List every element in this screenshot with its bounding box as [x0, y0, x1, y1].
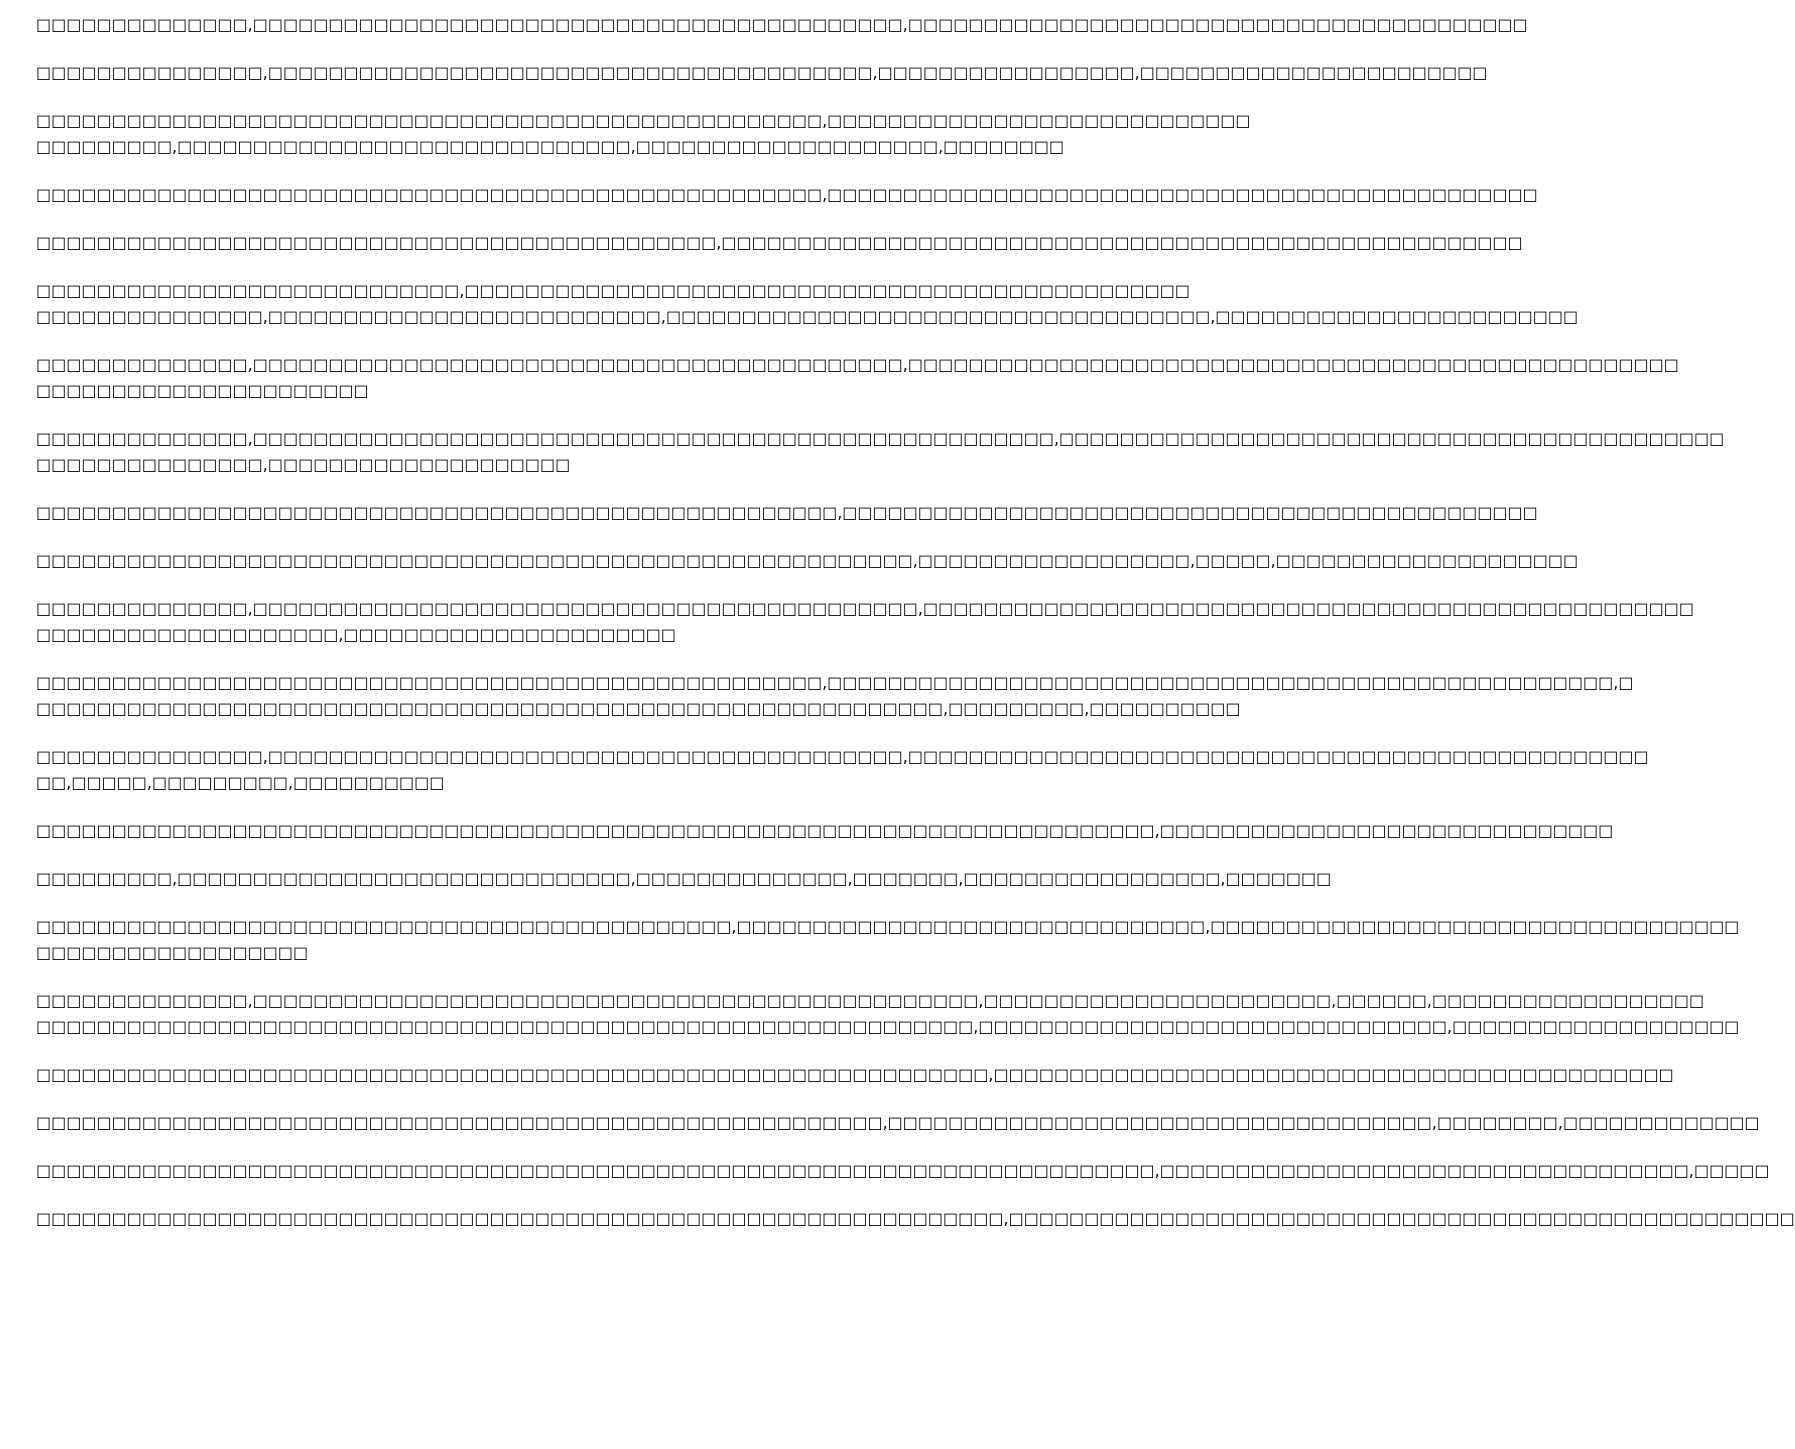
paragraph — [36, 1110, 1760, 1136]
paragraph — [36, 670, 1634, 722]
paragraph — [36, 60, 1488, 86]
text-line: □□□□□□□□□□□□□□□□□□□□□□□□□□□□□□□□□□□□□□□□□□□□□□□□□□□□□□□□□□□□□□□□□□□□□□□□□□,□□□□□□□□□□□□□□□□□□□□□□□□□□□□□□□□□□□,□□□□□ — [36, 1161, 1770, 1180]
text-line: □□□□□□□□□,□□□□□□□□□□□□□□□□□□□□□□□□□□□□□□,□□□□□□□□□□□□□□□□□□□□,□□□□□□□□ — [36, 137, 1065, 156]
text-line: □□□□□□□□□□□□□□,□□□□□□□□□□□□□□□□□□□□□□□□□□□□□□□□□□□□□□□□□□□□□□□□,□□□□□□□□□□□□□□□□□□□□□□□,□□□□□□,□□□□□□□□□□□□□□□□□□ — [36, 991, 1705, 1010]
text-line: □□□□□□□□□□□□□□□,□□□□□□□□□□□□□□□□□□□□□□□□□□,□□□□□□□□□□□□□□□□□□□□□□□□□□□□□□□□□□□□,□□□□□□□□□□□□□□□□□□□□□□□□ — [36, 307, 1579, 326]
paragraph — [36, 182, 1538, 208]
paragraph — [36, 426, 1725, 478]
text-line: □□□□□□□□□□□□□□□□□□□□□□□□□□□□□□□□□□□□□□□□□□□□□□□□□□□□□□□□□□□□□□,□□□□□□□□□□□□□□□□□□□□□□□□□□□□□□□,□□□□□□□□□□□□□□□□□□□ — [36, 1017, 1740, 1036]
text-line: □□□□□□□□□□□□□□□□□□□□□□ — [36, 381, 369, 400]
text-line: □□□□□□□□□□□□□□,□□□□□□□□□□□□□□□□□□□□□□□□□□□□□□□□□□□□□□□□□□□□□□□□□□□□□,□□□□□□□□□□□□□□□□□□□□□□□□□□□□□□□□□□□□□□□□□□□□ — [36, 429, 1725, 448]
document-body — [36, 12, 1795, 1254]
text-line: □□□□□□□□□□□□□□□□□□□□□□□□□□□□□□□□□□□□□□□□□□□□□□□□□□□□,□□□□□□□□□□□□□□□□□□□□□□□□□□□□ — [36, 111, 1251, 130]
text-line: □□□□□□□□□□□□□□□□□□□□□□□□□□□□□□□□□□□□□□□□□□□□□□□□□□□□□,□□□□□□□□□□□□□□□□□□□□□□□□□□□□□□□□□□□□□□□□□□□□□□ — [36, 503, 1538, 522]
paragraph — [36, 914, 1740, 966]
text-line: □□□□□□□□□□□□□□□□□□□□□□□□□□□□□□□□□□□□□□□□□□□□□,□□□□□□□□□□□□□□□□□□□□□□□□□□□□□□□□□□□□□□□□□□□□□□□□□□□□□ — [36, 233, 1523, 252]
text-line: □□□□□□□□□□□□□□□,□□□□□□□□□□□□□□□□□□□□ — [36, 455, 571, 474]
paragraph — [36, 278, 1579, 330]
text-line: □□,□□□□□,□□□□□□□□□,□□□□□□□□□□ — [36, 773, 445, 792]
text-line: □□□□□□□□□□□□□□□□□□□□□□□□□□□□□□□□□□□□□□□□□□□□□□□□□□□□□□□□□□□□□□□□,□□□□□□□□□□□□□□□□□□□□□□□□□□□□□□□□□□□□□□□□□□□□□□□□□□□□ — [36, 1209, 1795, 1228]
paragraph — [36, 1206, 1795, 1232]
text-line: □□□□□□□□□□□□□□□□□□□□□□□□□□□□□□□□□□□□□□□□□□□□□□□□□□□□□□□□□□□□,□□□□□□□□□,□□□□□□□□□□ — [36, 699, 1241, 718]
paragraph — [36, 1062, 1674, 1088]
paragraph — [36, 548, 1579, 574]
paragraph — [36, 988, 1740, 1040]
paragraph — [36, 1158, 1770, 1184]
text-line: □□□□□□□□□□□□□□□□□□□□□□□□□□□□□□□□□□□□□□□□□□□□□□□□□□□□□□□□□□□□□□□,□□□□□□□□□□□□□□□□□□□□□□□□□□□□□□□□□□□□□□□□□□□□□ — [36, 1065, 1674, 1084]
text-line: □□□□□□□□□□□□□□□,□□□□□□□□□□□□□□□□□□□□□□□□□□□□□□□□□□□□□□□□,□□□□□□□□□□□□□□□□□,□□□□□□□□□□□□□□□□□□□□□□□ — [36, 63, 1488, 82]
paragraph — [36, 230, 1523, 256]
text-line: □□□□□□□□□□□□□□□□□□□□□□□□□□□□□□□□□□□□□□□□□□□□□□,□□□□□□□□□□□□□□□□□□□□□□□□□□□□□□□,□□□□□□□□□□□□□□□□□□□□□□□□□□□□□□□□□□□ — [36, 917, 1740, 936]
paragraph — [36, 12, 1528, 38]
paragraph — [36, 596, 1694, 648]
text-line: □□□□□□□□□,□□□□□□□□□□□□□□□□□□□□□□□□□□□□□□,□□□□□□□□□□□□□□,□□□□□□□,□□□□□□□□□□□□□□□□□,□□□□□□□ — [36, 869, 1332, 888]
text-line: □□□□□□□□□□□□□□□□□□□□□□□□□□□□□□□□□□□□□□□□□□□□□□□□□□□□□□□□,□□□□□□□□□□□□□□□□□□□□□□□□□□□□□□□□□□□□,□□□□□□□□,□□□□□□□□□□□□□ — [36, 1113, 1760, 1132]
text-line: □□□□□□□□□□□□□□,□□□□□□□□□□□□□□□□□□□□□□□□□□□□□□□□□□□□□□□□□□□,□□□□□□□□□□□□□□□□□□□□□□□□□□□□□□□□□□□□□□□□□ — [36, 15, 1528, 34]
paragraph — [36, 500, 1538, 526]
text-line: □□□□□□□□□□□□□□□□□□ — [36, 943, 309, 962]
paragraph — [36, 818, 1614, 844]
text-line: □□□□□□□□□□□□□□□,□□□□□□□□□□□□□□□□□□□□□□□□□□□□□□□□□□□□□□□□□□,□□□□□□□□□□□□□□□□□□□□□□□□□□□□□□□□□□□□□□□□□□□□□□□□□ — [36, 747, 1649, 766]
text-line: □□□□□□□□□□□□□□□□□□□□□□□□□□□□□□□□□□□□□□□□□□□□□□□□□□□□,□□□□□□□□□□□□□□□□□□□□□□□□□□□□□□□□□□□□□□□□□□□□□□□ — [36, 185, 1538, 204]
text-line: □□□□□□□□□□□□□□□□□□□□□□□□□□□□,□□□□□□□□□□□□□□□□□□□□□□□□□□□□□□□□□□□□□□□□□□□□□□□□ — [36, 281, 1190, 300]
text-line: □□□□□□□□□□□□□□□□□□□□,□□□□□□□□□□□□□□□□□□□□□□ — [36, 625, 677, 644]
text-line: □□□□□□□□□□□□□□□□□□□□□□□□□□□□□□□□□□□□□□□□□□□□□□□□□□□□,□□□□□□□□□□□□□□□□□□□□□□□□□□□□□□□□□□□□□□□□□□□□□□□□□□□□,□ — [36, 673, 1634, 692]
paragraph — [36, 108, 1251, 160]
text-line: □□□□□□□□□□□□□□,□□□□□□□□□□□□□□□□□□□□□□□□□□□□□□□□□□□□□□□□□□□,□□□□□□□□□□□□□□□□□□□□□□□□□□□□□□□□□□□□□□□□□□□□□□□□□□□ — [36, 355, 1679, 374]
paragraph — [36, 744, 1649, 796]
paragraph — [36, 352, 1679, 404]
text-line: □□□□□□□□□□□□□□□□□□□□□□□□□□□□□□□□□□□□□□□□□□□□□□□□□□□□□□□□□□,□□□□□□□□□□□□□□□□□□,□□□□□,□□□□□□□□□□□□□□□□□□□□ — [36, 551, 1579, 570]
text-line: □□□□□□□□□□□□□□□□□□□□□□□□□□□□□□□□□□□□□□□□□□□□□□□□□□□□□□□□□□□□□□□□□□□□□□□□□□,□□□□□□□□□□□□□□□□□□□□□□□□□□□□□□ — [36, 821, 1614, 840]
text-line: □□□□□□□□□□□□□□,□□□□□□□□□□□□□□□□□□□□□□□□□□□□□□□□□□□□□□□□□□□□,□□□□□□□□□□□□□□□□□□□□□□□□□□□□□□□□□□□□□□□□□□□□□□□□□□□ — [36, 599, 1694, 618]
paragraph — [36, 866, 1332, 892]
